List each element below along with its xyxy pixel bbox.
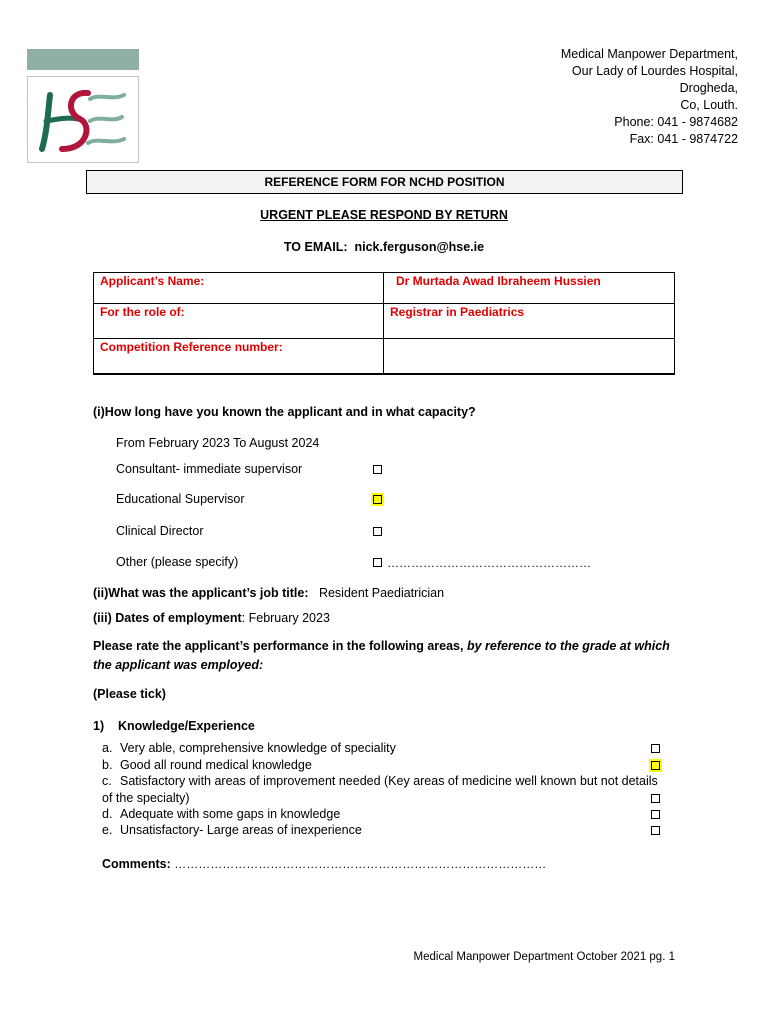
option-educational-label: Educational Supervisor bbox=[116, 492, 245, 506]
item-text: Satisfactory with areas of improvement needed (Key areas of medicine well known but not details bbox=[120, 774, 658, 788]
hse-logo-icon bbox=[28, 77, 138, 162]
knowledge-c-checkbox[interactable] bbox=[651, 794, 660, 803]
knowledge-e-checkbox[interactable] bbox=[651, 826, 660, 835]
address-line: Our Lady of Lourdes Hospital, bbox=[571, 64, 738, 78]
item-letter: e. bbox=[102, 823, 113, 837]
table-row bbox=[94, 304, 675, 339]
job-title-value: Resident Paediatrician bbox=[318, 586, 445, 600]
applicant-name-label: Applicant’s Name: bbox=[94, 273, 384, 304]
section-knowledge-heading: 1) Knowledge/Experience bbox=[93, 719, 255, 733]
role-value[interactable]: Registrar in Paediatrics bbox=[384, 304, 675, 339]
please-tick: (Please tick) bbox=[93, 687, 166, 701]
item-text: Adequate with some gaps in knowledge bbox=[120, 807, 341, 821]
item-text: Unsatisfactory- Large areas of inexperience bbox=[120, 823, 362, 837]
item-letter: b. bbox=[102, 758, 113, 772]
employment-dates-colon: : bbox=[241, 611, 246, 625]
logo-top-bar bbox=[27, 49, 139, 70]
item-letter: d. bbox=[102, 807, 113, 821]
applicant-table bbox=[93, 272, 675, 375]
competition-ref-value[interactable] bbox=[384, 339, 675, 374]
fax-line: Fax: 041 - 9874722 bbox=[629, 132, 738, 146]
comments-label: Comments: bbox=[102, 857, 171, 871]
form-title: REFERENCE FORM FOR NCHD POSITION bbox=[86, 170, 683, 194]
rating-intro bbox=[93, 637, 683, 675]
list-item bbox=[102, 807, 340, 821]
list-item bbox=[102, 758, 312, 772]
knowledge-a-checkbox[interactable] bbox=[651, 744, 660, 753]
employment-dates-line bbox=[93, 611, 330, 625]
hospital-address bbox=[561, 46, 738, 148]
list-item bbox=[102, 823, 362, 837]
list-item bbox=[102, 774, 658, 788]
option-other-label: Other (please specify) bbox=[116, 555, 239, 569]
option-consultant-checkbox[interactable] bbox=[373, 465, 382, 474]
address-line: Drogheda, bbox=[679, 81, 738, 95]
rating-intro-italic: by reference to the grade at which the applicant was employed: bbox=[93, 639, 670, 672]
list-item bbox=[102, 741, 396, 755]
comments-line bbox=[102, 857, 546, 871]
item-text: Good all round medical knowledge bbox=[120, 758, 312, 772]
email-label: TO EMAIL: bbox=[283, 240, 348, 254]
option-clinical-director-checkbox[interactable] bbox=[373, 527, 382, 536]
option-educational-checkbox[interactable] bbox=[373, 495, 382, 504]
item-letter: a. bbox=[102, 741, 113, 755]
email-line bbox=[0, 240, 768, 254]
job-title-line bbox=[93, 586, 444, 600]
employment-dates-label: (iii) Dates of employment bbox=[93, 611, 242, 625]
option-other-specify-line[interactable]: …………………………………………… bbox=[387, 556, 591, 570]
known-period: From February 2023 To August 2024 bbox=[116, 436, 320, 450]
page-footer: Medical Manpower Department October 2021 pg. 1 bbox=[413, 951, 675, 963]
table-row bbox=[94, 339, 675, 374]
rating-intro-text: Please rate the applicant’s performance in the following areas, bbox=[93, 639, 464, 653]
employment-dates-value: February 2023 bbox=[248, 611, 330, 625]
urgent-notice: URGENT PLEASE RESPOND BY RETURN bbox=[260, 208, 508, 222]
address-line: Co, Louth. bbox=[680, 98, 738, 112]
address-line: Medical Manpower Department, bbox=[560, 47, 738, 61]
job-title-label: (ii)What was the applicant’s job title: bbox=[93, 586, 309, 600]
table-row bbox=[94, 273, 675, 304]
hse-logo bbox=[27, 76, 139, 163]
comments-field[interactable]: ………………………………………………………………………………… bbox=[174, 857, 547, 871]
option-clinical-director-label: Clinical Director bbox=[116, 524, 204, 538]
item-text: Very able, comprehensive knowledge of speciality bbox=[120, 741, 396, 755]
item-text-continued: of the specialty) bbox=[102, 791, 190, 805]
item-letter: c. bbox=[102, 774, 112, 788]
competition-ref-label: Competition Reference number: bbox=[94, 339, 384, 374]
option-consultant-label: Consultant- immediate supervisor bbox=[116, 462, 303, 476]
knowledge-d-checkbox[interactable] bbox=[651, 810, 660, 819]
email-address[interactable]: nick.ferguson@hse.ie bbox=[354, 240, 485, 254]
option-other-checkbox[interactable] bbox=[373, 558, 382, 567]
knowledge-b-checkbox[interactable] bbox=[651, 761, 660, 770]
phone-line: Phone: 041 - 9874682 bbox=[614, 115, 738, 129]
applicant-name-value[interactable]: Dr Murtada Awad Ibraheem Hussien bbox=[384, 273, 675, 304]
question-1: (i)How long have you known the applicant and in what capacity? bbox=[93, 405, 476, 419]
role-label: For the role of: bbox=[94, 304, 384, 339]
